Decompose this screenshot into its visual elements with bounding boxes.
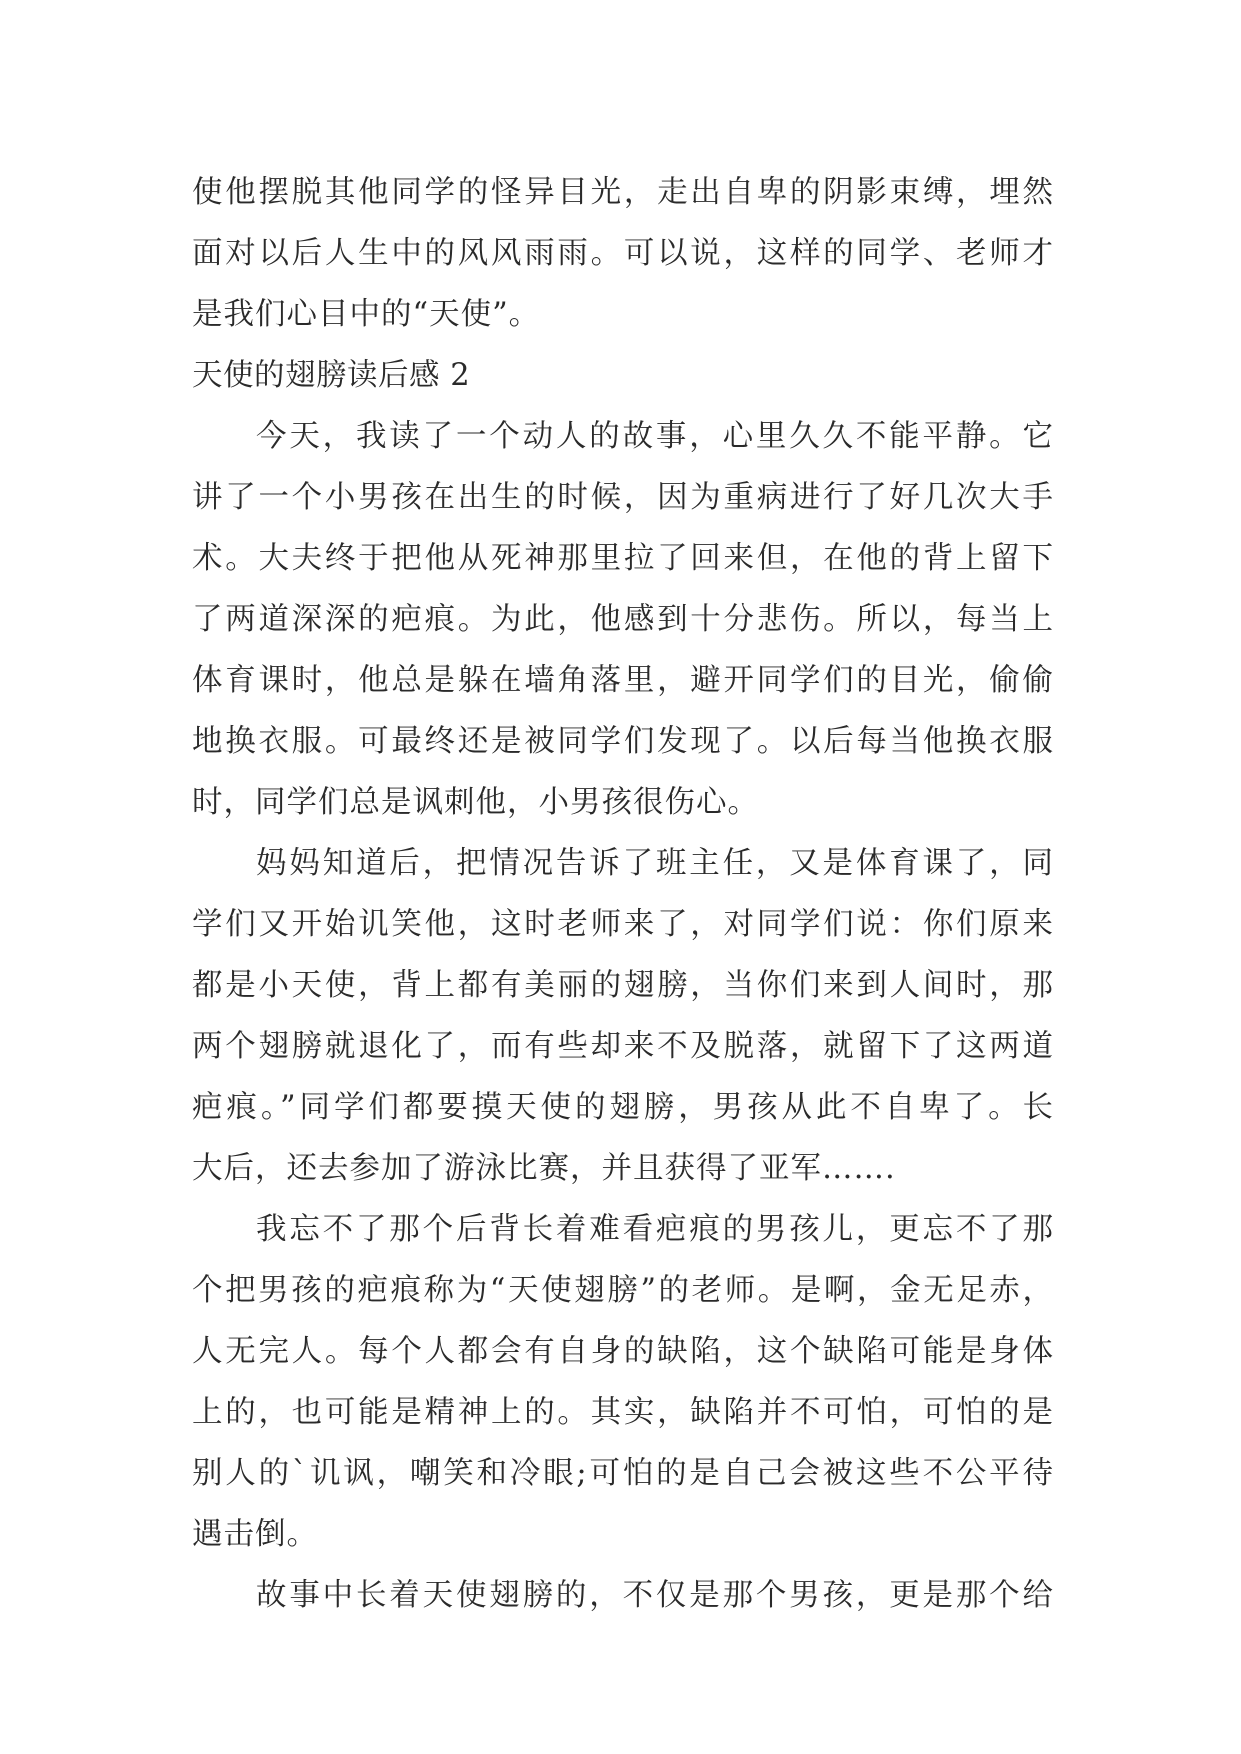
- text-line: 是我们心目中的“天使”。: [192, 297, 541, 332]
- paragraph-first-line: 故事中长着天使翅膀的，不仅是那个男孩，更是那个给: [256, 1578, 1054, 1613]
- text-line: 了两道深深的疤痕。为此，他感到十分悲伤。所以，每当上: [192, 602, 1054, 637]
- paragraph-first-line: 我忘不了那个后背长着难看疤痕的男孩儿，更忘不了那: [256, 1212, 1054, 1247]
- text-line: 术。大夫终于把他从死神那里拉了回来但，在他的背上留下: [192, 541, 1054, 576]
- section-heading: 天使的翅膀读后感 2: [192, 358, 471, 393]
- text-line: 别人的`讥讽，嘲笑和冷眼;可怕的是自己会被这些不公平待: [192, 1456, 1054, 1491]
- text-line: 地换衣服。可最终还是被同学们发现了。以后每当他换衣服: [192, 724, 1054, 759]
- text-line: 体育课时，他总是躲在墙角落里，避开同学们的目光，偷偷: [192, 663, 1054, 698]
- text-line: 都是小天使，背上都有美丽的翅膀，当你们来到人间时，那: [192, 968, 1054, 1003]
- article-body: [192, 162, 1054, 1626]
- text-line: 使他摆脱其他同学的怪异目光，走出自卑的阴影束缚，埋然: [192, 175, 1054, 210]
- text-line: 两个翅膀就退化了，而有些却来不及脱落，就留下了这两道: [192, 1029, 1054, 1064]
- text-line: 个把男孩的疤痕称为“天使翅膀”的老师。是啊，金无足赤，: [192, 1273, 1054, 1308]
- text-line: 人无完人。每个人都会有自身的缺陷，这个缺陷可能是身体: [192, 1334, 1054, 1369]
- paragraph-first-line: 妈妈知道后，把情况告诉了班主任，又是体育课了，同: [256, 846, 1054, 881]
- text-line: 面对以后人生中的风风雨雨。可以说，这样的同学、老师才: [192, 236, 1054, 271]
- text-line: 疤痕。”同学们都要摸天使的翅膀，男孩从此不自卑了。长: [192, 1090, 1054, 1125]
- text-line: 上的，也可能是精神上的。其实，缺陷并不可怕，可怕的是: [192, 1395, 1054, 1430]
- text-line: 讲了一个小男孩在出生的时候，因为重病进行了好几次大手: [192, 480, 1054, 515]
- paragraph-first-line: 今天，我读了一个动人的故事，心里久久不能平静。它: [256, 419, 1054, 454]
- text-line: 时，同学们总是讽刺他，小男孩很伤心。: [192, 785, 759, 820]
- text-line: 学们又开始讥笑他，这时老师来了，对同学们说：你们原来: [192, 907, 1054, 942]
- text-line: 大后，还去参加了游泳比赛，并且获得了亚军…….: [192, 1151, 896, 1186]
- text-line: 遇击倒。: [192, 1517, 318, 1552]
